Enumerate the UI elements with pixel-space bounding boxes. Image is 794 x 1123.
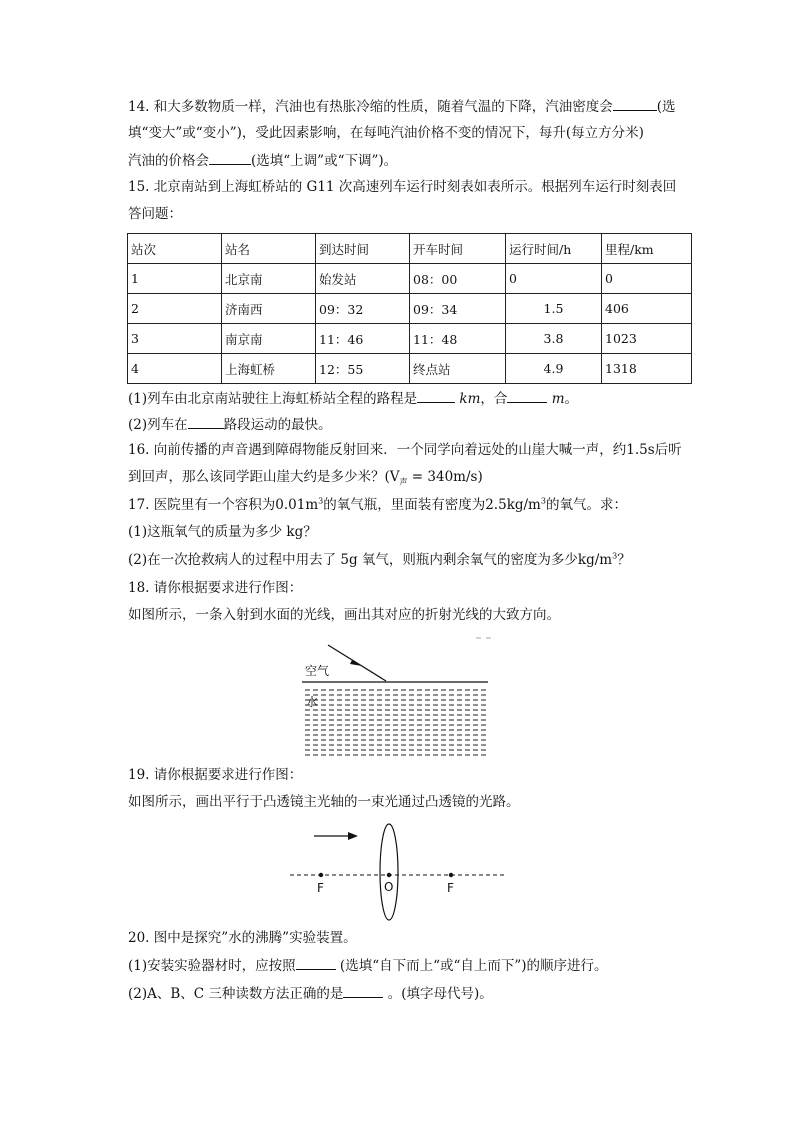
q17-sub2: (2)在一次抢救病人的过程中用去了 5g 氧气，则瓶内剩余氧气的密度为多少$kg/m^3$？ — [128, 551, 631, 568]
q14-line1: 14. 和大多数物质一样，汽油也有热胀冷缩的性质，随着气温的下降，汽油密度会 (选 — [128, 96, 676, 117]
q18-line1: 18. 请你根据要求进行作图： — [128, 580, 303, 596]
focus-point-right — [449, 873, 453, 877]
q15-line1: 15. 北京南站到上海虹桥站的 G11 次高速列车运行时刻表如表所示。根据列车运行时刻表回 — [128, 179, 677, 195]
q17-line1: 17. 医院里有一个容积为$0.01m^3$的氧气瓶，里面装有密度为$2.5kg/m^3$的氧气。求： — [128, 496, 627, 513]
table-cell: 09：34 — [410, 294, 506, 324]
q20-blank-2[interactable] — [343, 983, 383, 998]
table-cell: 0 — [506, 264, 602, 294]
q20-sub2: (2)A、B、C 三种读数方法正确的是 。(填字母代号)。 — [128, 983, 493, 1004]
table-cell: 12：55 — [316, 354, 410, 384]
table-cell: 4.9 — [506, 354, 602, 384]
table-cell: 3 — [128, 324, 222, 354]
q14-line2: 填“变大”或“变小”)，受此因素影响，在每吨汽油价格不变的情况下，每升(每立方分米) — [128, 125, 644, 141]
header-cell: 站名 — [222, 234, 316, 264]
table-cell: 11：46 — [316, 324, 410, 354]
optical-center-point — [387, 873, 391, 877]
header-cell: 站次 — [128, 234, 222, 264]
q14-line3: 汽油的价格会 (选填“上调”或“下调”)。 — [128, 150, 397, 171]
table-cell: 上海虹桥 — [222, 354, 316, 384]
table-cell: 1.5 — [506, 294, 602, 324]
table-cell: 始发站 — [316, 264, 410, 294]
table-cell: 南京南 — [222, 324, 316, 354]
header-cell: 开车时间 — [410, 234, 506, 264]
table-cell: 3.8 — [506, 324, 602, 354]
optical-center-label: O — [384, 880, 394, 894]
q18-line2: 如图所示，一条入射到水面的光线，画出其对应的折射光线的大致方向。 — [128, 607, 560, 623]
q19-line1: 19. 请你根据要求进行作图： — [128, 767, 303, 783]
q20-blank-1[interactable] — [296, 955, 336, 970]
q15-sub2: (2)列车在 路段运动的最快。 — [128, 414, 332, 435]
air-label: 空气 — [305, 664, 330, 678]
q17-sub1: (1)这瓶氧气的质量为多少 kg？ — [128, 524, 317, 540]
table-cell: 终点站 — [410, 354, 506, 384]
table-cell: 2 — [128, 294, 222, 324]
q16-line1: 16. 向前传播的声音遇到障碍物能反射回来．一个同学向着远处的山崖大喊一声，约1.5s后听 — [128, 442, 682, 458]
table-cell: 406 — [602, 294, 692, 324]
table-cell: 1023 — [602, 324, 692, 354]
q15-sub1: (1)列车由北京南站驶往上海虹桥站全程的路程是 km，合 m。 — [128, 388, 578, 409]
table-cell: 济南西 — [222, 294, 316, 324]
convex-lens — [380, 824, 398, 920]
table-cell: 08：00 — [410, 264, 506, 294]
header-cell: 里程/km — [602, 234, 692, 264]
table-cell: 11：48 — [410, 324, 506, 354]
table-cell: 09：32 — [316, 294, 410, 324]
q20-sub1: (1)安装实验器材时，应按照 (选填“自下而上“或“自上而下”)的顺序进行。 — [128, 955, 608, 976]
table-cell: 0 — [602, 264, 692, 294]
table-cell: 4 — [128, 354, 222, 384]
table-cell: 1318 — [602, 354, 692, 384]
q19-line2: 如图所示，画出平行于凸透镜主光轴的一束光通过凸透镜的光路。 — [128, 794, 520, 810]
parallel-ray-arrow-icon — [348, 832, 358, 840]
water-label: 水 — [306, 695, 319, 709]
focus-point-left — [319, 873, 323, 877]
header-cell: 运行时间/h — [506, 234, 602, 264]
q16-line2: 到回声，那么该同学距山崖大约是多少米？$(V_声 = 340m/s)$ — [128, 469, 483, 487]
table-cell: 1 — [128, 264, 222, 294]
q15-line2: 答问题： — [128, 206, 182, 222]
table-cell: 北京南 — [222, 264, 316, 294]
focus-label-left: F — [317, 881, 324, 895]
focus-label-right: F — [447, 881, 454, 895]
q20-line1: 20. 图中是探究”水的沸腾”实验装置。 — [128, 930, 357, 946]
header-cell: 到达时间 — [316, 234, 410, 264]
